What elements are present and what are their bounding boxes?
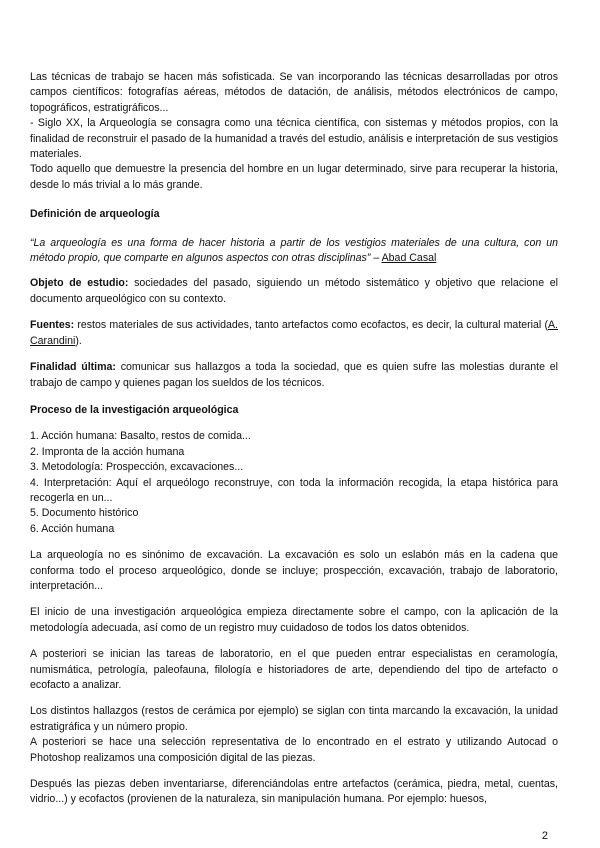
quote-dash: – [370, 252, 382, 265]
finalidad-text: comunicar sus hallazgos a toda la sociedad, que es quien sufre las molestias durante el trabajo de campo y quienes pagan los sueldos de los técnicos. [30, 361, 558, 389]
finalidad-label: Finalidad última: [30, 361, 116, 374]
quote-author-link[interactable]: Abad Casal [381, 252, 437, 265]
heading-definition: Definición de arqueología [30, 208, 160, 221]
fuentes-author-link[interactable]: A. Carandini [30, 319, 558, 347]
paragraph-siglo-xx: - Siglo XX, la Arqueología se consagra como una técnica científica, con sistemas y métodos propios, con la finalidad de reconstruir el pasado de la humanidad a través del estudio, análisis e interpretación de sus vestigios materiales. [30, 117, 558, 161]
paragraph-presence: Todo aquello que demuestre la presencia del hombre en un lugar determinado, sirve para recuperar la historia, desde lo más trivial a lo más grande. [30, 163, 558, 191]
objeto-label: Objeto de estudio: [30, 277, 129, 290]
list-item: 6. Acción humana [30, 522, 115, 535]
paragraph-seleccion: A posteriori se hace una selección representativa de lo encontrado en el estrato y utilizando Autocad o Photoshop realizamos una composición digital de las piezas. [30, 736, 558, 764]
page-content [30, 70, 558, 808]
paragraph-fuentes [30, 318, 558, 349]
list-item: 2. Impronta de la acción humana [30, 445, 185, 458]
page-number: 2 [541, 830, 548, 842]
heading-proceso: Proceso de la investigación arqueológica [30, 403, 239, 416]
paragraph-inventario: Después las piezas deben inventariarse, diferenciándolas entre artefactos (cerámica, piedra, metal, cuentas, vidrio...) y ecofactos (provienen de la naturaleza, sin manipulación humana. Por ejemplo: huesos, [30, 778, 558, 806]
definition-quote-paragraph [30, 236, 558, 267]
fuentes-text: restos materiales de sus actividades, tanto artefactos como ecofactos, es decir, la cultural material ( [74, 319, 548, 332]
list-item: 4. Interpretación: Aquí el arqueólogo reconstruye, con toda la información recogida, la etapa histórica para recogerla en un... [30, 476, 558, 504]
paragraph-excavacion: La arqueología no es sinónimo de excavación. La excavación es solo un eslabón más en la cadena que conforma todo el proceso arqueológico, donde se incluye; prospección, excavación, trabajo de laboratorio, interpretación... [30, 549, 558, 592]
paragraph-objeto [30, 276, 558, 307]
definition-quote: “La arqueología es una forma de hacer historia a partir de los vestigios materiales de una cultura, con un método propio, que comparte en algunos aspectos con otras disciplinas” [30, 236, 558, 265]
paragraph-hallazgos: Los distintos hallazgos (restos de cerámica por ejemplo) se siglan con tinta marcando la excavación, la unidad estratigráfica y un número propio. [30, 705, 558, 733]
list-item: 5. Documento histórico [30, 507, 139, 520]
fuentes-label: Fuentes: [30, 319, 75, 332]
list-item: 3. Metodología: Prospección, excavaciones... [30, 461, 244, 474]
paragraph-inicio: El inicio de una investigación arqueológica empieza directamente sobre el campo, con la aplicación de la metodología adecuada, así como de un registro muy cuidadoso de todos los datos obtenidos. [30, 606, 558, 634]
proceso-list [30, 429, 558, 537]
paragraph-laboratorio: A posteriori se inician las tareas de laboratorio, en el que pueden entrar especialistas en ceramología, numismática, petrología, paleofauna, filología e historiadores de arte, dependiendo del tipo de artefacto o ecofacto a analizar. [30, 648, 558, 691]
fuentes-close: ). [75, 334, 82, 347]
objeto-text: sociedades del pasado, siguiendo un método sistemático y objetivo que relacione el documento arqueológico con su contexto. [30, 277, 558, 305]
paragraph-techniques: Las técnicas de trabajo se hacen más sofisticada. Se van incorporando las técnicas desarrolladas por otros campos científicos: fotografías aéreas, métodos de datación, de análisis, métodos electrónicos de campo, topográficos, estratigráficos... [30, 71, 558, 114]
list-item: 1. Acción humana: Basalto, restos de comida... [30, 430, 251, 443]
paragraph-finalidad [30, 360, 558, 391]
